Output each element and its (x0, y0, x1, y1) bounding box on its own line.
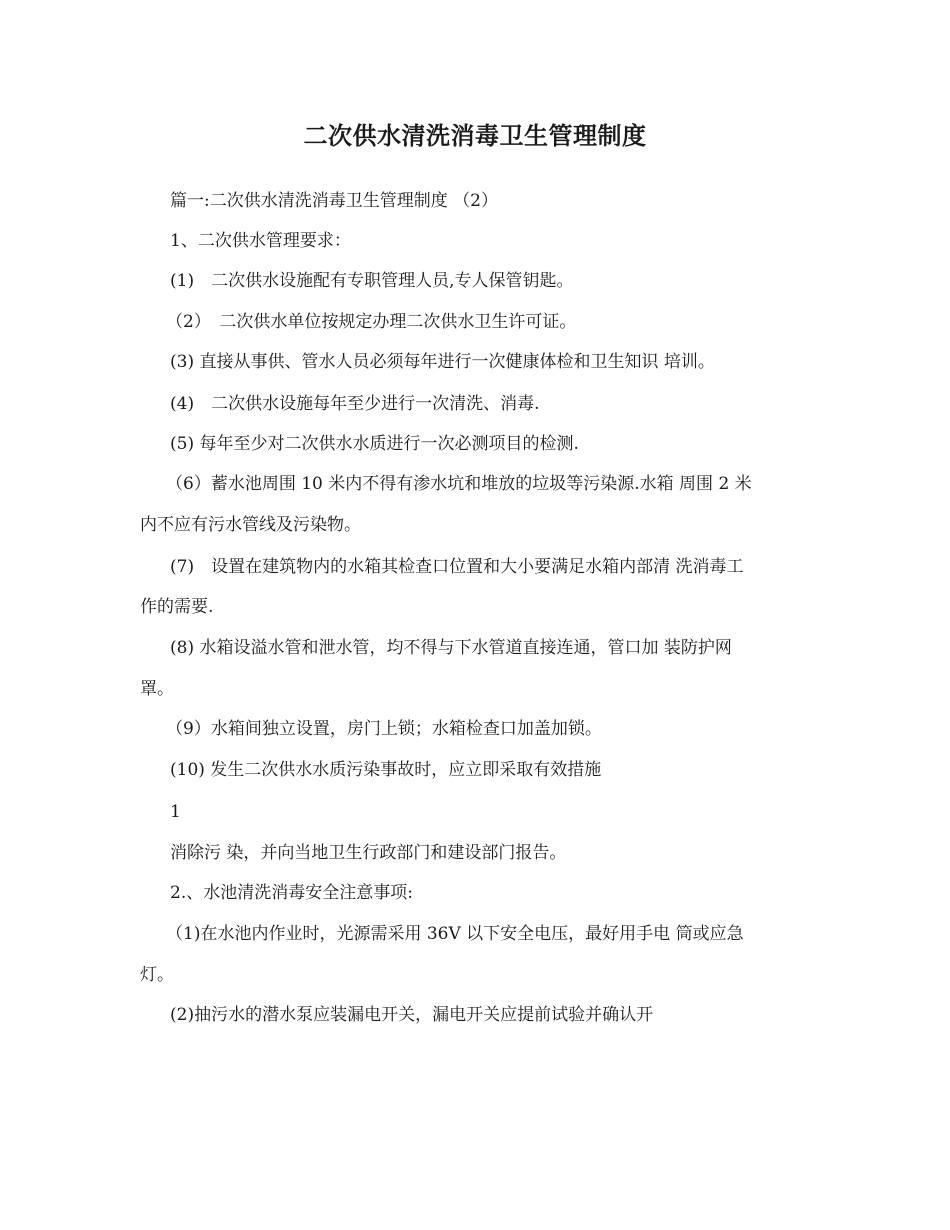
text-line: (10) 发生二次供水水质污染事故时，应立即采取有效措施 (170, 760, 602, 780)
text-line: (3) 直接从事供、管水人员必须每年进行一次健康体检和卫生知识 培训。 (170, 352, 715, 372)
text-line: （9）水箱间独立设置，房门上锁；水箱检查口加盖加锁。 (166, 719, 602, 739)
document-title: 二次供水清洗消毒卫生管理制度 (303, 121, 647, 150)
text-line: (8) 水箱设溢水管和泄水管，均不得与下水管道直接连通，管口加 装防护网 (170, 638, 732, 658)
text-line: 内不应有污水管线及污染物。 (140, 515, 361, 535)
text-line: 篇一:二次供水清洗消毒卫生管理制度 （2） (170, 191, 498, 211)
text-line: 作的需要. (140, 597, 214, 617)
text-line: (7) 设置在建筑物内的水箱其检查口位置和大小要满足水箱内部清 洗消毒工 (170, 557, 744, 577)
text-line: (2)抽污水的潜水泵应装漏电开关，漏电开关应提前试验并确认开 (170, 1005, 654, 1025)
text-line: 1、二次供水管理要求： (170, 231, 351, 251)
text-line: （2） 二次供水单位按规定办理二次供水卫生许可证。 (166, 312, 577, 332)
text-line: 罩。 (140, 679, 174, 699)
text-line: (5) 每年至少对二次供水水质进行一次必测项目的检测. (170, 434, 579, 454)
text-line: （1)在水池内作业时，光源需采用 36V 以下安全电压，最好用手电 筒或应急 (166, 924, 744, 944)
text-line: 2.、水池清洗消毒安全注意事项: (170, 883, 413, 903)
text-line: (1) 二次供水设施配有专职管理人员,专人保管钥匙。 (170, 271, 574, 291)
text-line: （6）蓄水池周围 10 米内不得有渗水坑和堆放的垃圾等污染源.水箱 周围 2 米 (166, 474, 752, 494)
page-number: 1 (170, 802, 181, 822)
text-line: (4) 二次供水设施每年至少进行一次清洗、消毒. (170, 394, 540, 414)
text-line: 灯。 (140, 965, 174, 985)
text-line: 消除污 染，并向当地卫生行政部门和建设部门报告。 (170, 843, 567, 863)
